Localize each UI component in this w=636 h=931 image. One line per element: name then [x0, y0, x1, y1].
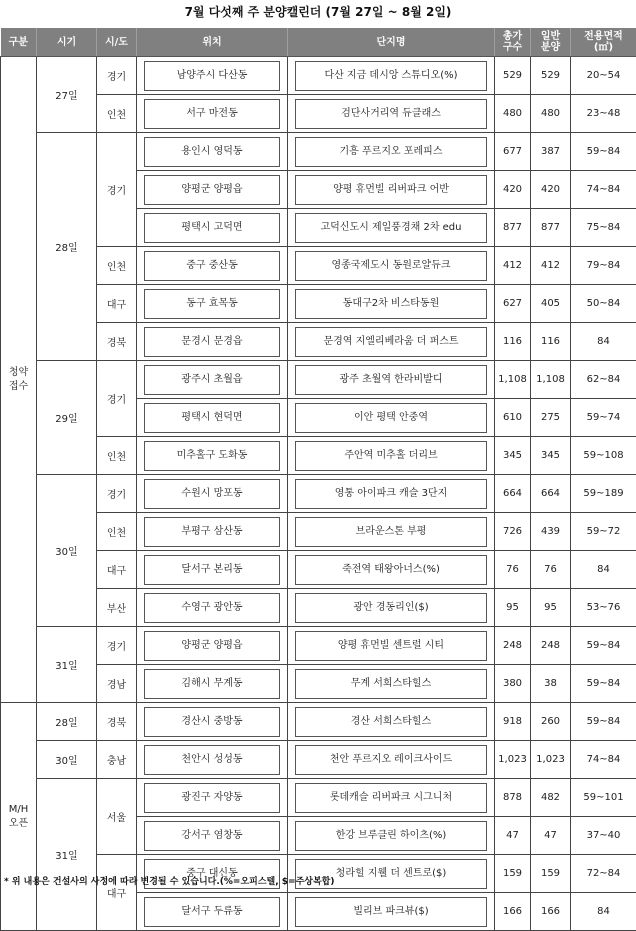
calendar-table	[0, 28, 636, 931]
general-units-cell: 260	[531, 703, 571, 741]
table-row	[1, 665, 636, 703]
region-cell: 대구	[97, 855, 137, 931]
location-text: 양평군 양평읍	[144, 631, 280, 661]
general-units-cell: 420	[531, 171, 571, 209]
location-cell	[137, 779, 288, 817]
total-units-cell: 610	[495, 399, 531, 437]
complex-cell	[288, 399, 495, 437]
complex-cell	[288, 247, 495, 285]
table-row	[1, 779, 636, 817]
complex-cell	[288, 209, 495, 247]
general-units-cell: 47	[531, 817, 571, 855]
total-units-cell: 529	[495, 57, 531, 95]
complex-cell	[288, 513, 495, 551]
table-row	[1, 741, 636, 779]
general-units-cell: 166	[531, 893, 571, 931]
complex-cell	[288, 95, 495, 133]
location-cell	[137, 703, 288, 741]
location-text: 남양주시 다산동	[144, 61, 280, 91]
header-location: 위치	[137, 28, 288, 57]
table-row	[1, 323, 636, 361]
complex-text: 양평 휴먼빌 센트럴 시티	[295, 631, 487, 661]
general-units-cell: 439	[531, 513, 571, 551]
total-units-cell: 878	[495, 779, 531, 817]
complex-cell	[288, 437, 495, 475]
general-units-cell: 95	[531, 589, 571, 627]
area-cell: 74~84	[571, 741, 636, 779]
general-units-cell: 664	[531, 475, 571, 513]
complex-text: 광주 초월역 한라비발디	[295, 365, 487, 395]
location-text: 중구 대신동	[144, 859, 280, 889]
complex-text: 동대구2차 비스타동원	[295, 289, 487, 319]
complex-text: 브라운스톤 부평	[295, 517, 487, 547]
location-cell	[137, 513, 288, 551]
table-row	[1, 361, 636, 399]
location-text: 용인시 영덕동	[144, 137, 280, 167]
complex-text: 기흥 푸르지오 포레피스	[295, 137, 487, 167]
region-cell: 경기	[97, 57, 137, 95]
complex-cell	[288, 323, 495, 361]
general-units-cell: 38	[531, 665, 571, 703]
region-cell: 인천	[97, 247, 137, 285]
complex-cell	[288, 551, 495, 589]
location-cell	[137, 627, 288, 665]
table-row	[1, 589, 636, 627]
general-units-cell: 405	[531, 285, 571, 323]
complex-text: 무계 서희스타힐스	[295, 669, 487, 699]
total-units-cell: 412	[495, 247, 531, 285]
date-cell: 29일	[37, 361, 97, 475]
total-units-cell: 76	[495, 551, 531, 589]
group-mh-line2: 오픈	[9, 818, 28, 829]
complex-text: 영종국제도시 동원로얄듀크	[295, 251, 487, 281]
location-text: 수원시 망포동	[144, 479, 280, 509]
region-cell: 인천	[97, 513, 137, 551]
total-units-cell: 726	[495, 513, 531, 551]
complex-cell	[288, 665, 495, 703]
footnote: * 위 내용은 건설사의 사정에 따라 변경될 수 있습니다.(%=오피스텔, $=주상복합)	[4, 874, 334, 887]
total-units-cell: 380	[495, 665, 531, 703]
area-cell: 59~84	[571, 133, 636, 171]
area-cell: 75~84	[571, 209, 636, 247]
general-units-cell: 76	[531, 551, 571, 589]
general-units-cell: 877	[531, 209, 571, 247]
header-general-line2: 분양	[541, 42, 560, 53]
general-units-cell: 1,108	[531, 361, 571, 399]
complex-cell	[288, 171, 495, 209]
location-text: 평택시 고덕면	[144, 213, 280, 243]
area-cell: 74~84	[571, 171, 636, 209]
complex-text: 영통 아이파크 캐슬 3단지	[295, 479, 487, 509]
area-cell: 62~84	[571, 361, 636, 399]
general-units-cell: 345	[531, 437, 571, 475]
region-cell: 인천	[97, 95, 137, 133]
complex-cell	[288, 893, 495, 931]
complex-text: 이안 평택 안중역	[295, 403, 487, 433]
complex-cell	[288, 285, 495, 323]
header-complex: 단지명	[288, 28, 495, 57]
region-cell: 경북	[97, 703, 137, 741]
general-units-cell: 412	[531, 247, 571, 285]
group-subscription-line2: 접수	[9, 381, 28, 392]
header-area	[571, 28, 636, 57]
total-units-cell: 1,108	[495, 361, 531, 399]
location-text: 부평구 삼산동	[144, 517, 280, 547]
area-cell: 59~74	[571, 399, 636, 437]
region-cell: 서울	[97, 779, 137, 855]
complex-cell	[288, 817, 495, 855]
area-cell: 59~189	[571, 475, 636, 513]
complex-text: 빌리브 파크뷰($)	[295, 897, 487, 927]
area-cell: 53~76	[571, 589, 636, 627]
complex-cell	[288, 589, 495, 627]
location-cell	[137, 475, 288, 513]
general-units-cell: 275	[531, 399, 571, 437]
total-units-cell: 1,023	[495, 741, 531, 779]
total-units-cell: 116	[495, 323, 531, 361]
table-row	[1, 437, 636, 475]
total-units-cell: 918	[495, 703, 531, 741]
table-row	[1, 627, 636, 665]
total-units-cell: 166	[495, 893, 531, 931]
complex-text: 한강 브루클린 하이츠(%)	[295, 821, 487, 851]
area-cell: 79~84	[571, 247, 636, 285]
header-timing: 시기	[37, 28, 97, 57]
header-area-line1: 전용면적	[584, 31, 623, 42]
general-units-cell: 1,023	[531, 741, 571, 779]
location-cell	[137, 57, 288, 95]
header-total-units	[495, 28, 531, 57]
total-units-cell: 420	[495, 171, 531, 209]
group-mh-line1: M/H	[9, 804, 29, 815]
total-units-cell: 159	[495, 855, 531, 893]
table-row	[1, 285, 636, 323]
area-cell: 20~54	[571, 57, 636, 95]
complex-text: 롯데캐슬 리버파크 시그니처	[295, 783, 487, 813]
area-cell: 23~48	[571, 95, 636, 133]
header-general-line1: 일반	[541, 31, 560, 42]
total-units-cell: 95	[495, 589, 531, 627]
general-units-cell: 387	[531, 133, 571, 171]
complex-text: 청라힐 지웰 더 센트로($)	[295, 859, 487, 889]
location-cell	[137, 209, 288, 247]
complex-cell	[288, 57, 495, 95]
complex-text: 검단사거리역 듀클래스	[295, 99, 487, 129]
location-cell	[137, 551, 288, 589]
location-cell	[137, 589, 288, 627]
date-cell: 30일	[37, 741, 97, 779]
region-cell: 경북	[97, 323, 137, 361]
group-model-house-open	[1, 703, 37, 931]
page-title: 7월 다섯째 주 분양캘린더 (7월 27일 ~ 8월 2일)	[0, 0, 636, 26]
location-cell	[137, 323, 288, 361]
table-row	[1, 703, 636, 741]
complex-text: 문경역 지엘리베라움 더 퍼스트	[295, 327, 487, 357]
region-cell: 부산	[97, 589, 137, 627]
area-cell: 59~72	[571, 513, 636, 551]
region-cell: 경기	[97, 475, 137, 513]
location-text: 강서구 염창동	[144, 821, 280, 851]
header-general-units	[531, 28, 571, 57]
complex-text: 주안역 미추홀 더리브	[295, 441, 487, 471]
header-row	[1, 28, 636, 57]
table-row	[1, 95, 636, 133]
table-row	[1, 551, 636, 589]
table-row	[1, 57, 636, 95]
date-cell: 27일	[37, 57, 97, 133]
total-units-cell: 877	[495, 209, 531, 247]
date-cell: 30일	[37, 475, 97, 627]
location-text: 달서구 두류동	[144, 897, 280, 927]
complex-cell	[288, 779, 495, 817]
region-cell: 경기	[97, 361, 137, 437]
location-text: 천안시 성성동	[144, 745, 280, 775]
region-cell: 경기	[97, 627, 137, 665]
location-text: 광진구 자양동	[144, 783, 280, 813]
complex-text: 경산 서희스타힐스	[295, 707, 487, 737]
location-text: 김해시 무계동	[144, 669, 280, 699]
complex-text: 광안 경동리인($)	[295, 593, 487, 623]
general-units-cell: 529	[531, 57, 571, 95]
complex-cell	[288, 475, 495, 513]
location-cell	[137, 133, 288, 171]
header-region: 시/도	[97, 28, 137, 57]
location-cell	[137, 399, 288, 437]
location-text: 달서구 본리동	[144, 555, 280, 585]
location-cell	[137, 665, 288, 703]
table-row	[1, 513, 636, 551]
general-units-cell: 248	[531, 627, 571, 665]
table-row	[1, 475, 636, 513]
date-cell: 31일	[37, 779, 97, 931]
area-cell: 84	[571, 551, 636, 589]
region-cell: 경기	[97, 133, 137, 247]
complex-cell	[288, 703, 495, 741]
complex-cell	[288, 741, 495, 779]
region-cell: 대구	[97, 551, 137, 589]
location-cell	[137, 247, 288, 285]
complex-text: 다산 지금 데시앙 스튜디오(%)	[295, 61, 487, 91]
complex-text: 죽전역 태왕아너스(%)	[295, 555, 487, 585]
area-cell: 72~84	[571, 855, 636, 893]
location-cell	[137, 361, 288, 399]
location-cell	[137, 171, 288, 209]
date-cell: 31일	[37, 627, 97, 703]
general-units-cell: 116	[531, 323, 571, 361]
area-cell: 50~84	[571, 285, 636, 323]
total-units-cell: 677	[495, 133, 531, 171]
header-area-line2: (㎡)	[594, 42, 613, 53]
complex-cell	[288, 133, 495, 171]
location-text: 문경시 문경읍	[144, 327, 280, 357]
location-text: 미추홀구 도화동	[144, 441, 280, 471]
region-cell: 인천	[97, 437, 137, 475]
total-units-cell: 627	[495, 285, 531, 323]
complex-text: 천안 푸르지오 레이크사이드	[295, 745, 487, 775]
area-cell: 59~84	[571, 703, 636, 741]
header-total-line2: 구수	[503, 42, 522, 53]
complex-text: 고덕신도시 제일풍경채 2차 edu	[295, 213, 487, 243]
area-cell: 59~101	[571, 779, 636, 817]
area-cell: 84	[571, 893, 636, 931]
general-units-cell: 159	[531, 855, 571, 893]
region-cell: 경남	[97, 665, 137, 703]
location-text: 경산시 중방동	[144, 707, 280, 737]
complex-cell	[288, 627, 495, 665]
total-units-cell: 47	[495, 817, 531, 855]
table-row	[1, 133, 636, 171]
total-units-cell: 345	[495, 437, 531, 475]
complex-cell	[288, 361, 495, 399]
location-text: 평택시 현덕면	[144, 403, 280, 433]
general-units-cell: 480	[531, 95, 571, 133]
header-category: 구분	[1, 28, 37, 57]
date-cell: 28일	[37, 703, 97, 741]
total-units-cell: 480	[495, 95, 531, 133]
total-units-cell: 248	[495, 627, 531, 665]
location-text: 수영구 광안동	[144, 593, 280, 623]
general-units-cell: 482	[531, 779, 571, 817]
table-row	[1, 247, 636, 285]
location-text: 광주시 초월읍	[144, 365, 280, 395]
region-cell: 대구	[97, 285, 137, 323]
location-cell	[137, 893, 288, 931]
location-cell	[137, 95, 288, 133]
location-cell	[137, 437, 288, 475]
location-text: 중구 중산동	[144, 251, 280, 281]
area-cell: 59~84	[571, 665, 636, 703]
region-cell: 충남	[97, 741, 137, 779]
header-total-line1: 총가	[503, 31, 522, 42]
area-cell: 37~40	[571, 817, 636, 855]
location-text: 서구 마전동	[144, 99, 280, 129]
complex-text: 양평 휴먼빌 리버파크 어반	[295, 175, 487, 205]
group-subscription	[1, 57, 37, 703]
location-text: 양평군 양평읍	[144, 175, 280, 205]
group-subscription-line1: 청약	[9, 367, 28, 378]
location-text: 동구 효목동	[144, 289, 280, 319]
area-cell: 59~108	[571, 437, 636, 475]
location-cell	[137, 285, 288, 323]
location-cell	[137, 817, 288, 855]
location-cell	[137, 741, 288, 779]
total-units-cell: 664	[495, 475, 531, 513]
area-cell: 84	[571, 323, 636, 361]
area-cell: 59~84	[571, 627, 636, 665]
date-cell: 28일	[37, 133, 97, 361]
